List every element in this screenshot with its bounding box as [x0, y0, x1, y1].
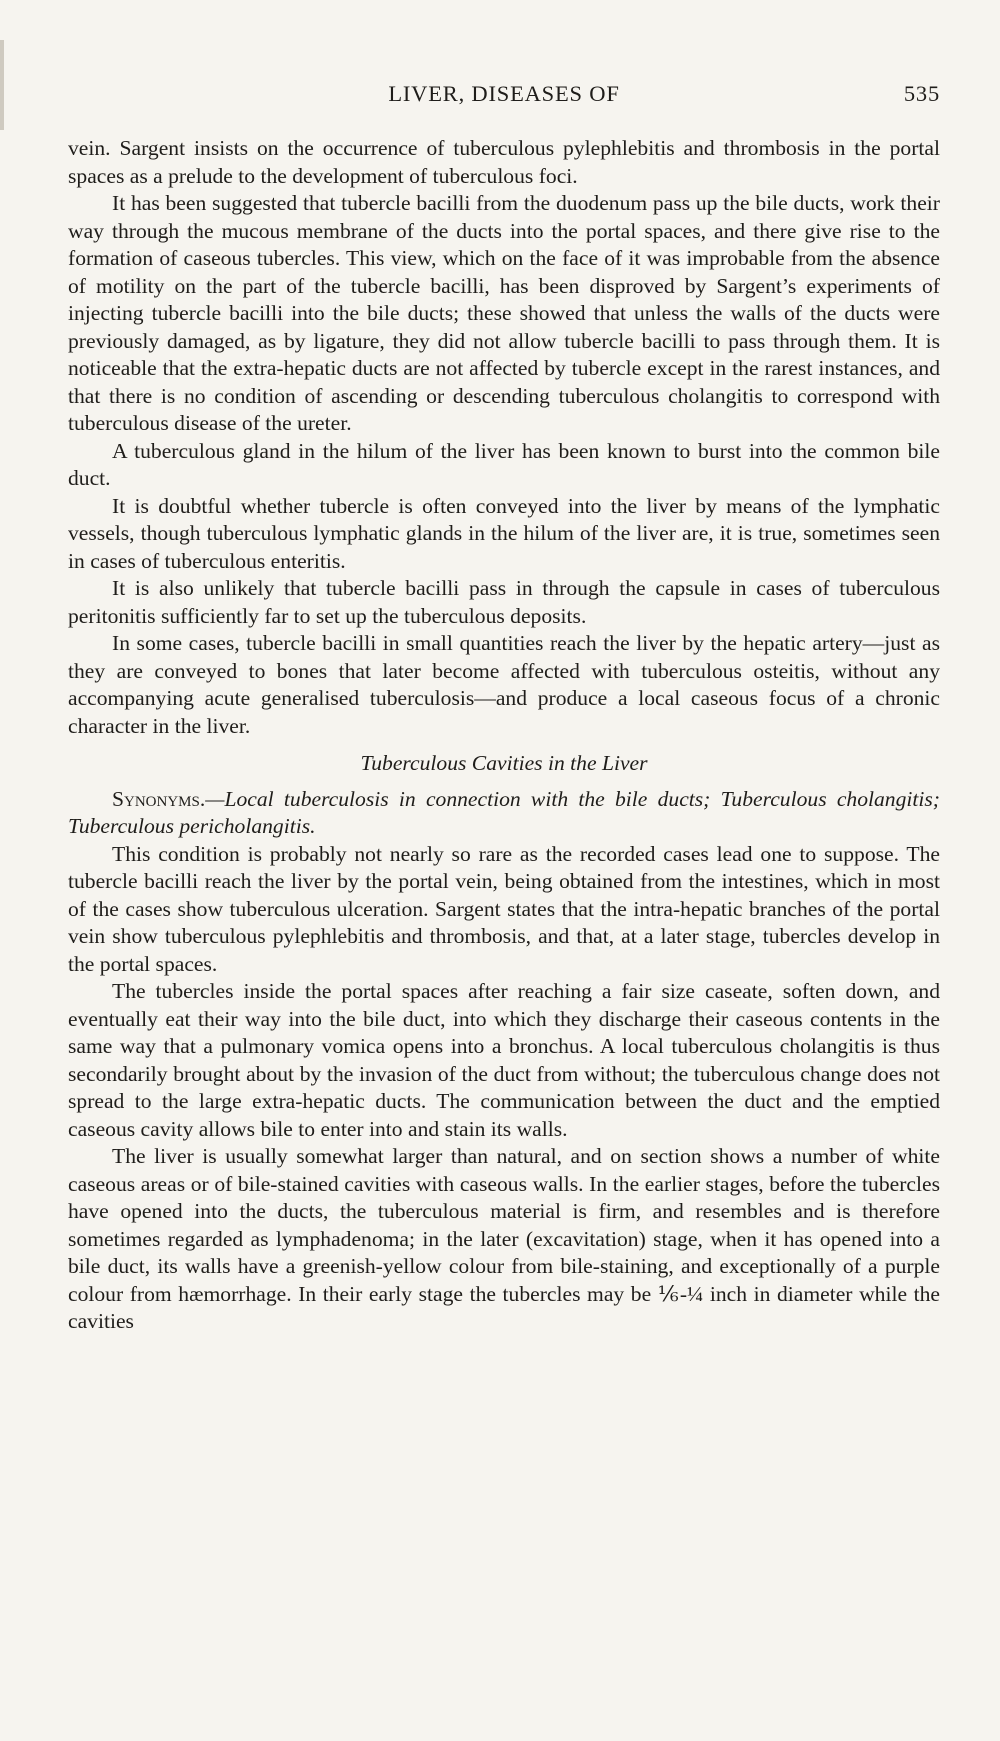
paragraph: It is doubtful whether tubercle is often conveyed into the liver by means of the lymphatic vessels, though tuberculous lymphatic glands in the hilum of the liver are, it is true, sometimes seen in cases of tuberculous enteritis.: [68, 493, 940, 573]
paragraph: This condition is probably not nearly so rare as the recorded cases lead one to suppose. The tubercle bacilli reach the liver by the portal vein, being obtained from the intestines, which in most of the cases show tuberculous ulceration. Sargent states that the intra-hepatic branches of the portal vein show tuberculous pylephlebitis and thrombosis, and that, at a later stage, tubercles develop in the portal spaces.: [68, 841, 940, 976]
page-edge-shadow: [0, 40, 4, 130]
paragraph: vein. Sargent insists on the occurrence of tuberculous pylephlebitis and thrombosis in the portal spaces as a prelude to the development of tuberculous foci.: [68, 136, 940, 188]
page-number: 535: [903, 81, 940, 106]
paragraph: The tubercles inside the portal spaces after reaching a fair size caseate, soften down, and eventually eat their way into the bile duct, into which they discharge their caseous contents in the same way that a pulmonary vomica opens into a bronchus. A local tuberculous cholangitis is thus secondarily brought about by the invasion of the duct from without; the tuberculous change does not spread to the large extra-hepatic ducts. The communication between the duct and the emptied caseous cavity allows bile to enter into and stain its walls.: [68, 979, 940, 1141]
paragraph: The liver is usually somewhat larger than natural, and on section shows a number of white caseous areas or of bile-stained cavities with caseous walls. In the earlier stages, before the tubercles have opened into the ducts, the tuberculous material is firm, and resembles and is therefore sometimes regarded as lymphadenoma; in the later (excavitation) stage, when it has opened into a bile duct, its walls have a greenish-yellow colour from bile-staining, and exceptionally of a purple colour from hæmorrhage. In their early stage the tubercles may be ⅙-¼ inch in diameter while the cavities: [68, 1144, 940, 1333]
synonyms-list: —Local tuberculosis in connection with the bile ducts; Tuberculous cholangitis; Tuberculous pericholangitis.: [68, 786, 940, 838]
body-text: [68, 135, 940, 1336]
page-header: [68, 81, 940, 111]
paragraph: A tuberculous gland in the hilum of the liver has been known to burst into the common bile duct.: [68, 438, 940, 490]
paragraph: It is also unlikely that tubercle bacilli pass in through the capsule in cases of tuberculous peritonitis sufficiently far to set up the tuberculous deposits.: [68, 576, 940, 628]
paragraph: It has been suggested that tubercle bacilli from the duodenum pass up the bile ducts, work their way through the mucous membrane of the ducts into the portal spaces, and there give rise to the formation of caseous tubercles. This view, which on the face of it was improbable from the absence of motility on the part of the tubercle bacilli, has been disproved by Sargent’s experiments of injecting tubercle bacilli into the bile ducts; these showed that unless the walls of the ducts were previously damaged, as by ligature, they did not allow tubercle bacilli to pass through them. It is noticeable that the extra-hepatic ducts are not affected by tubercle except in the rarest instances, and that there is no condition of ascending or descending tuberculous cholangitis to correspond with tuberculous disease of the ureter.: [68, 191, 940, 435]
synonyms-label: Synonyms.: [112, 786, 206, 811]
paragraph: In some cases, tubercle bacilli in small quantities reach the liver by the hepatic artery—just as they are conveyed to bones that later become affected with tuberculous osteitis, without any accompanying acute generalised tuberculosis—and produce a local caseous focus of a chronic character in the liver.: [68, 631, 940, 738]
section-heading: Tuberculous Cavities in the Liver: [360, 751, 648, 775]
running-title: LIVER, DISEASES OF: [388, 81, 620, 106]
synonyms-paragraph: [68, 786, 940, 841]
